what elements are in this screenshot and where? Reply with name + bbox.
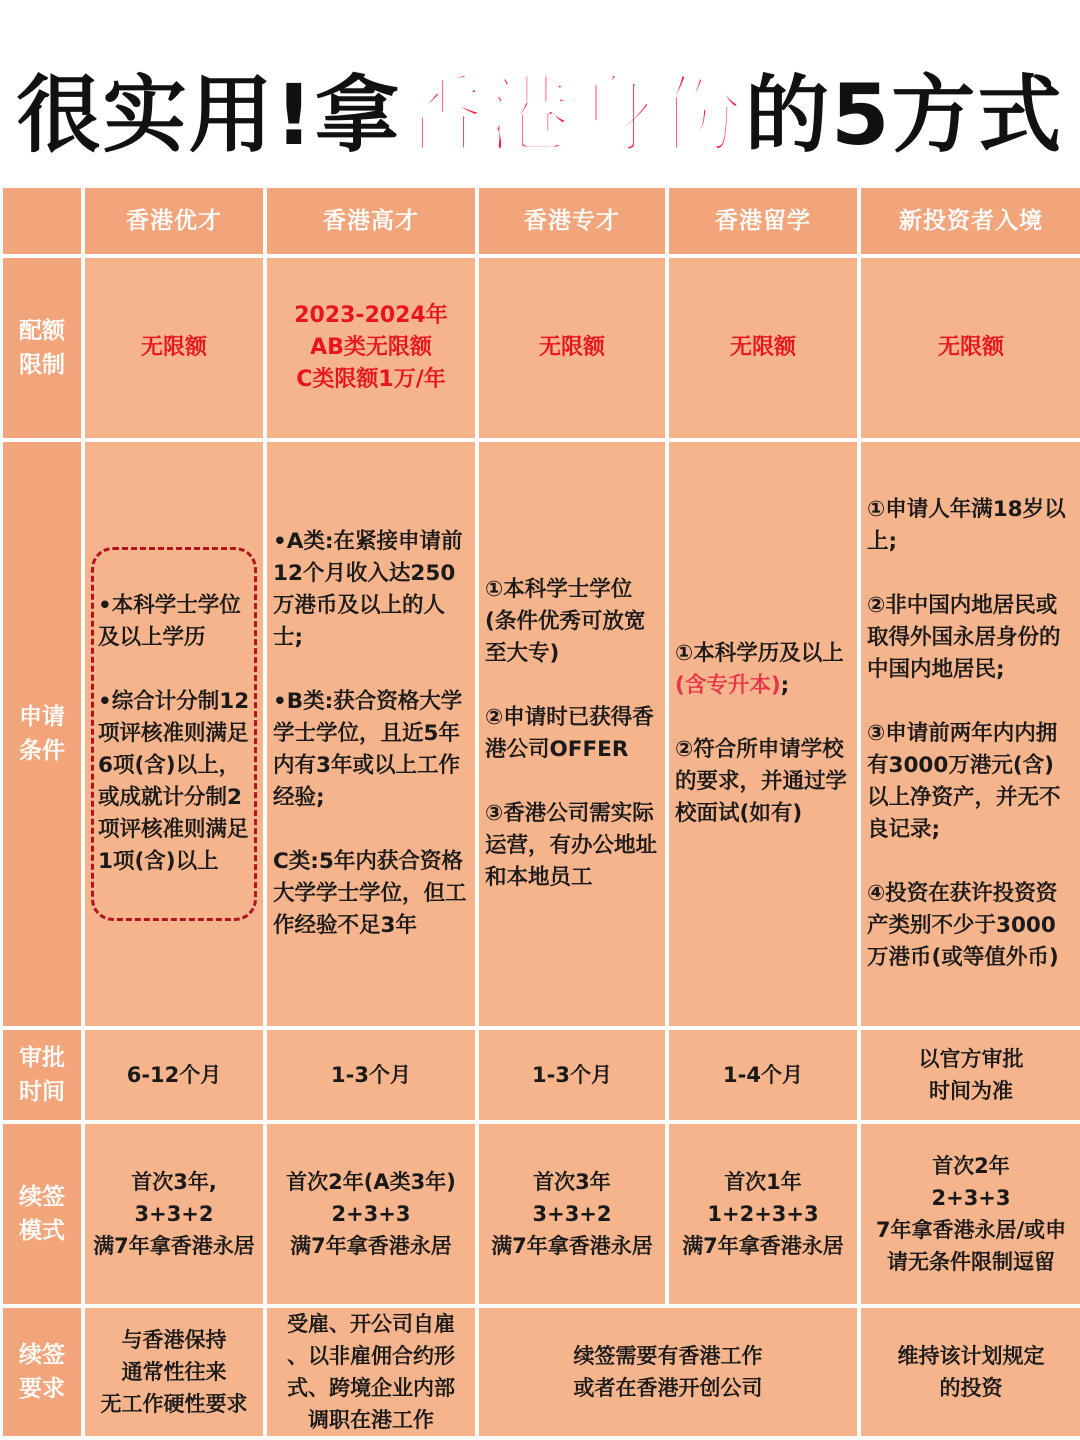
row-label-renewal-mode <box>3 1124 81 1304</box>
row-label-text: 申请条件 <box>18 704 65 764</box>
condition-item: ②申请时已获得香港公司OFFER <box>485 705 654 762</box>
row-label-text: 续签要求 <box>18 1342 65 1402</box>
comparison-table <box>3 188 1077 1440</box>
renewal-mode-cell: 首次2年(A类3年) 2+3+3 满7年拿香港永居 <box>267 1124 475 1304</box>
renewal-req-cell: 受雇、开公司自雇 、以非雇佣合约形 式、跨境企业内部 调职在港工作 <box>267 1308 475 1436</box>
condition-item: •本科学士学位及以上学历 <box>98 593 241 650</box>
table-corner <box>3 188 81 254</box>
column-header-touzi: 新投资者入境 <box>861 188 1080 254</box>
approval-cell: 1-4个月 <box>669 1030 857 1120</box>
row-label-renewal-req <box>3 1308 81 1436</box>
condition-item: ②非中国内地居民或取得外国永居身份的中国内地居民; <box>867 593 1061 682</box>
column-header-youcai: 香港优才 <box>85 188 263 254</box>
condition-item: ③香港公司需实际运营，有办公地址和本地员工 <box>485 801 658 890</box>
conditions-cell-zhuancai <box>479 442 665 1026</box>
quota-cell: 无限额 <box>85 258 263 438</box>
renewal-req-cell-merged <box>479 1308 857 1436</box>
conditions-cell-touzi <box>861 442 1080 1026</box>
title-suffix: 的5方式 <box>744 66 1064 164</box>
renewal-mode-cell: 首次2年 2+3+3 7年拿香港永居/或申请无条件限制逗留 <box>861 1124 1080 1304</box>
row-label-approval <box>3 1030 81 1120</box>
condition-highlight-text: (含专升本) <box>675 673 781 698</box>
page-title <box>0 55 1080 175</box>
renewal-req-text: 续签需要有香港工作 或者在香港开创公司 <box>573 1344 763 1400</box>
conditions-cell-liuxue <box>669 442 857 1026</box>
quota-cell: 无限额 <box>479 258 665 438</box>
row-label-quota <box>3 258 81 438</box>
condition-item: •B类:获合资格大学学士学位，且近5年内有3年或以上工作经验; <box>273 689 463 810</box>
renewal-req-cell: 维持该计划规定 的投资 <box>861 1308 1080 1436</box>
column-header-gaocai: 香港高才 <box>267 188 475 254</box>
condition-item <box>675 638 851 702</box>
column-header-zhuancai: 香港专才 <box>479 188 665 254</box>
row-label-text: 续签模式 <box>18 1184 65 1244</box>
condition-item: •综合计分制12项评核准则满足6项(含)以上，或成就计分制2项评核准则满足1项(含)以上 <box>98 689 250 874</box>
title-prefix: 很实用!拿 <box>16 66 401 164</box>
condition-item: C类:5年内获合资格大学学士学位，但工作经验不足3年 <box>273 849 467 938</box>
condition-item: ②符合所申请学校的要求，并通过学校面试(如有) <box>675 737 848 826</box>
quota-cell: 无限额 <box>861 258 1080 438</box>
condition-item: ①申请人年满18岁以上; <box>867 497 1066 554</box>
highlight-dashed-box <box>91 547 257 921</box>
condition-item: ①本科学士学位(条件优秀可放宽至大专) <box>485 577 646 666</box>
condition-item: ③申请前两年内内拥有3000万港元(含)以上净资产，并无不良记录; <box>867 721 1061 842</box>
condition-item: •A类:在紧接申请前12个月收入达250万港币及以上的人士; <box>273 529 463 650</box>
quota-cell: 2023-2024年 AB类无限额 C类限额1万/年 <box>267 258 475 438</box>
quota-cell: 无限额 <box>669 258 857 438</box>
renewal-req-cell: 与香港保持 通常性往来 无工作硬性要求 <box>85 1308 263 1436</box>
row-label-conditions <box>3 442 81 1026</box>
condition-text: ; <box>780 673 790 698</box>
column-header-liuxue: 香港留学 <box>669 188 857 254</box>
condition-text: ①本科学历及以上 <box>675 641 844 666</box>
approval-cell: 6-12个月 <box>85 1030 263 1120</box>
title-highlight: 香港身份 <box>400 66 745 164</box>
condition-item: ④投资在获许投资资产类别不少于3000万港币(或等值外币) <box>867 881 1059 970</box>
approval-cell: 以官方审批 时间为准 <box>861 1030 1080 1120</box>
renewal-mode-cell: 首次3年 3+3+2 满7年拿香港永居 <box>479 1124 665 1304</box>
renewal-mode-cell: 首次1年 1+2+3+3 满7年拿香港永居 <box>669 1124 857 1304</box>
approval-cell: 1-3个月 <box>267 1030 475 1120</box>
conditions-cell-gaocai <box>267 442 475 1026</box>
row-label-text: 配额限制 <box>18 318 65 378</box>
approval-cell: 1-3个月 <box>479 1030 665 1120</box>
conditions-cell-youcai <box>85 442 263 1026</box>
row-label-text: 审批时间 <box>18 1045 65 1105</box>
renewal-mode-cell: 首次3年, 3+3+2 满7年拿香港永居 <box>85 1124 263 1304</box>
